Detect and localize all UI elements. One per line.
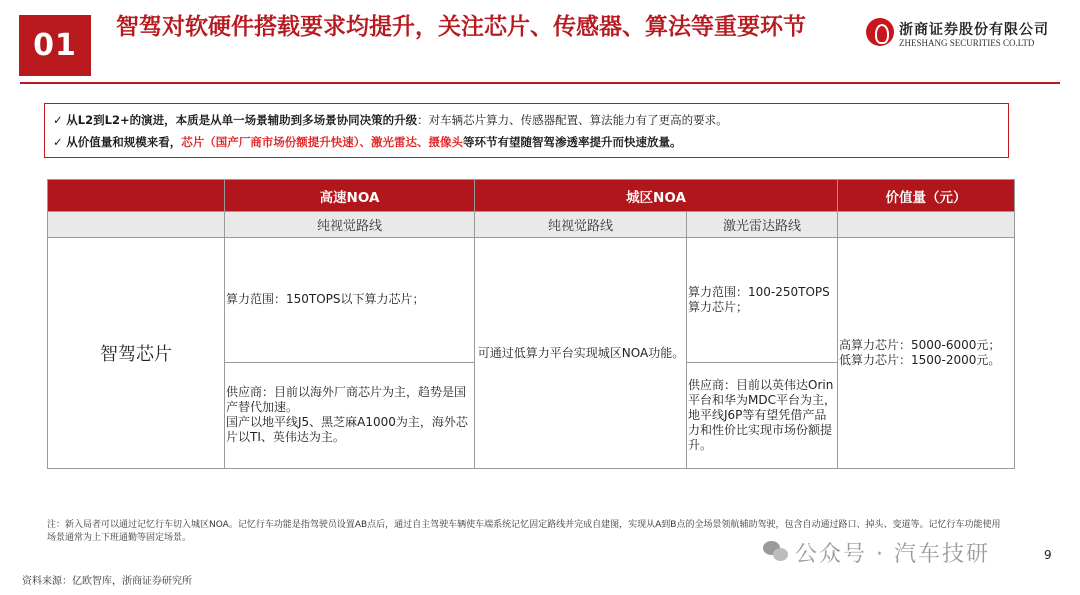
logo-mark-icon	[866, 18, 894, 46]
row-label: 智驾芯片	[48, 238, 225, 469]
header-value: 价值量（元）	[838, 180, 1015, 212]
watermark-text: 公众号 · 汽车技研	[795, 541, 990, 567]
highway-compute-cell: 算力范围：150TOPS以下算力芯片；	[225, 238, 475, 362]
slide-number-badge: 01	[19, 15, 91, 76]
footnote: 注：新入局者可以通过记忆行车切入城区NOA。记忆行车功能是指驾驶员设置AB点后，通过自主驾驶车辆使车端系统记忆固定路线并完成自建图，实现从A到B点的全场景领航辅助驾驶，包含自动通过路口、掉头、变道等。记忆行车功能使用场景通常为上下班通勤等固定场景。	[47, 520, 1001, 543]
subheader-city-lidar: 激光雷达路线	[687, 212, 838, 238]
subheader-empty	[48, 212, 225, 238]
header-divider	[20, 82, 1060, 84]
check-icon: ✓	[53, 135, 63, 149]
logo-name-cn: 浙商证券股份有限公司	[899, 22, 1049, 38]
summary-box	[44, 103, 1009, 158]
company-logo	[866, 17, 1056, 51]
value-high: 高算力芯片：5000-6000元；	[839, 338, 1001, 353]
header-highway-noa: 高速NOA	[225, 180, 475, 212]
value-low: 低算力芯片：1500-2000元。	[839, 353, 1001, 368]
header-empty	[48, 180, 225, 212]
summary-line-2	[53, 131, 1000, 153]
summary-line-2-highlight: 芯片（国产厂商市场份额提升快速）、激光雷达、摄像头	[181, 135, 464, 149]
table-subheader-row	[48, 212, 1015, 238]
city-lidar-supplier-cell: 供应商：目前以英伟达Orin平台和华为MDC平台为主，地平线J6P等有望凭借产品力和性价比实现市场份额提升。	[687, 362, 838, 468]
watermark	[763, 534, 990, 570]
table-header-row	[48, 180, 1015, 212]
table-row	[48, 238, 1015, 362]
source-note: 资料来源：亿欧智库，浙商证券研究所	[22, 576, 192, 587]
check-icon: ✓	[53, 113, 63, 127]
summary-line-1	[53, 109, 1000, 131]
city-lidar-compute-cell: 算力范围：100-250TOPS算力芯片；	[687, 238, 838, 362]
wechat-icon	[763, 541, 789, 563]
value-cell	[838, 238, 1015, 469]
subheader-highway-vision: 纯视觉路线	[225, 212, 475, 238]
subheader-city-vision: 纯视觉路线	[475, 212, 687, 238]
summary-line-2-bold: 从价值量和规模来看，	[66, 135, 182, 149]
chip-requirements-table	[47, 179, 1015, 469]
highway-supplier-cell: 供应商：目前以海外厂商芯片为主，趋势是国产替代加速。 国产以地平线J5、黑芝麻A1000为主，海外芯片以TI、英伟达为主。	[225, 362, 475, 468]
summary-line-1-bold: 从L2到L2+的演进，本质是从单一场景辅助到多场景协同决策的升级	[66, 113, 418, 127]
logo-name-en: ZHESHANG SECURITIES CO.LTD	[899, 38, 1035, 48]
city-vision-cell: 可通过低算力平台实现城区NOA功能。	[475, 238, 687, 469]
header-city-noa: 城区NOA	[475, 180, 838, 212]
page-title: 智驾对软硬件搭载要求均提升，关注芯片、传感器、算法等重要环节	[116, 14, 806, 40]
subheader-value-empty	[838, 212, 1015, 238]
summary-line-2-rest: 等环节有望随智驾渗透率提升而快速放量。	[463, 135, 682, 149]
summary-line-1-rest: ：对车辆芯片算力、传感器配置、算法能力有了更高的要求。	[417, 113, 728, 127]
page-number: 9	[1044, 548, 1052, 562]
